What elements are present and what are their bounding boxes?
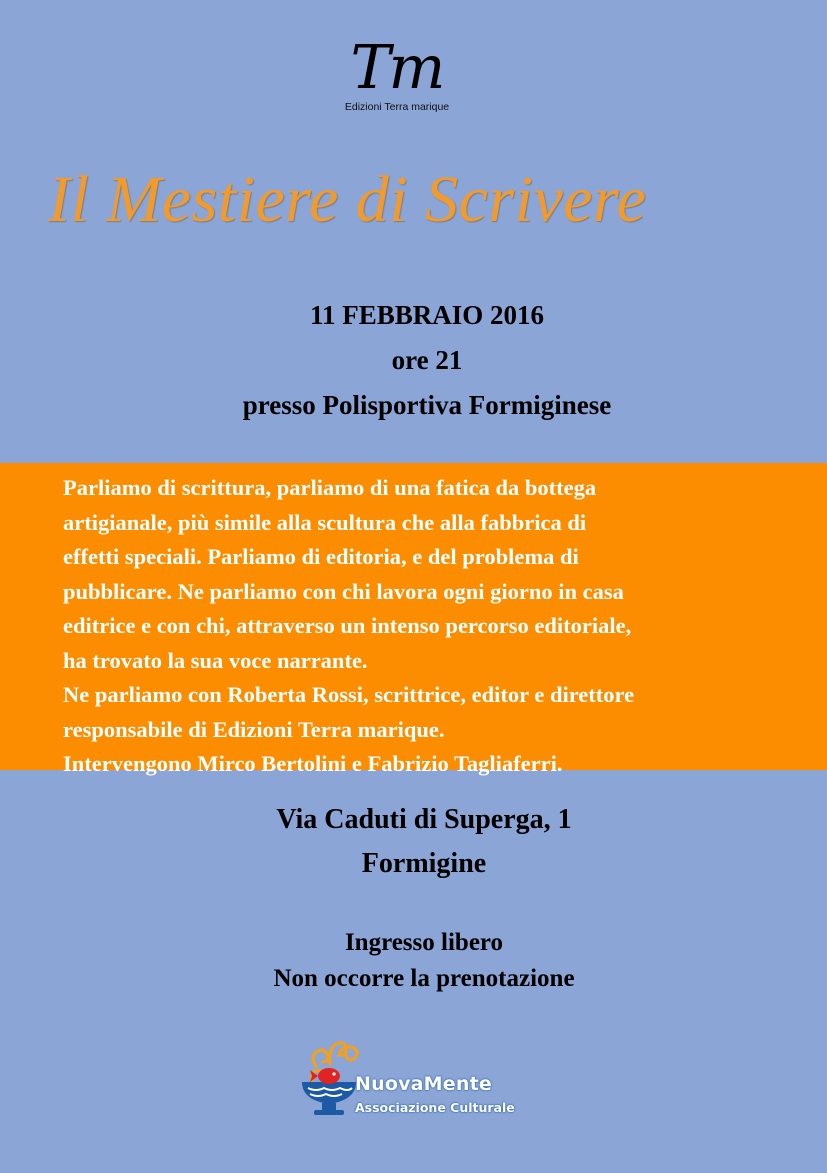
address-city: Formigine [361, 848, 487, 879]
address-street: Via Caduti di Superga, 1 [276, 804, 572, 835]
description-line: Parliamo di scrittura, parliamo di una fatica da bottega [63, 475, 597, 500]
entry-free: Ingresso libero [344, 929, 504, 956]
event-description [63, 471, 823, 782]
entry-info [0, 925, 827, 997]
organizer-subtitle: Associazione Culturale [355, 1100, 515, 1115]
publisher-logo-subtitle: Edizioni Terra marique [344, 101, 450, 113]
organizer-name: NuovaMente [355, 1073, 492, 1095]
description-line: pubblicare. Ne parliamo con chi lavora ogni giorno in casa [63, 578, 624, 604]
description-line: effetti speciali. Parliamo di editoria, e del problema di [63, 544, 579, 569]
description-line: ha trovato la sua voce narrante. [63, 647, 368, 673]
event-time: ore 21 [391, 345, 463, 375]
poster-title: Il Mestiere di Scrivere [48, 163, 647, 236]
description-line: responsabile di Edizioni Terra marique. [63, 716, 445, 742]
description-line: Ne parliamo con Roberta Rossi, scrittrice, editor e direttore [63, 682, 635, 707]
event-date: 11 FEBBRAIO 2016 [309, 300, 545, 330]
event-address [0, 798, 827, 886]
description-line: editrice e con chi, attraverso un intenso percorso editoriale, [63, 613, 632, 638]
description-line: artigianale, più simile alla scultura che alla fabbrica di [63, 509, 587, 535]
description-line: Intervengono Mirco Bertolini e Fabrizio Tagliaferri. [63, 751, 563, 776]
publisher-logo-mark: Tm [350, 33, 444, 103]
event-venue: presso Polisportiva Formiginese [242, 390, 612, 420]
event-info [0, 293, 827, 428]
entry-no-booking: Non occorre la prenotazione [273, 965, 575, 992]
